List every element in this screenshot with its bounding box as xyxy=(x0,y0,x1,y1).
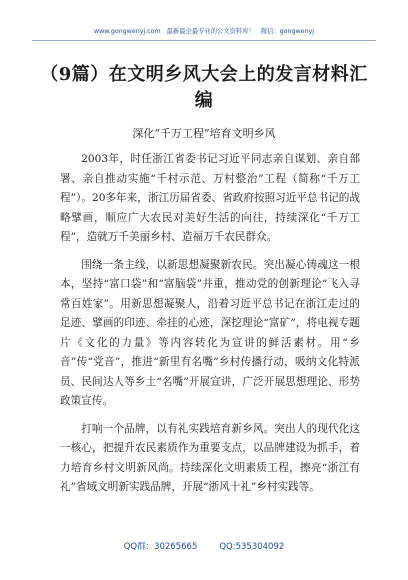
qq-contact: QQ:535304092 xyxy=(219,542,285,552)
paragraph-3: 打响一个品牌，以有礼实践培育新乡风。突出人的现代化这一核心，把提升农民素质作为重要支点，以品牌建设为抓手，着力培育乡村文明新风尚。持续深化文明素质工程，擦亮“浙江有礼”省域文明新实践品牌，开展“浙风十礼”乡村实践等。 xyxy=(60,422,360,493)
paragraph-2: 围绕一条主线，以新思想凝聚新农民。突出凝心铸魂这一根本，坚持“富口袋”和“富脑袋”并重，推动党的创新理论“飞入寻常百姓家”。用新思想凝聚人，沿着习近平总书记在浙江走过的足迹、擘画的印迹、牵挂的心迹，深挖理论“富矿”，将电视专题片《文化的力量》等内容转化为宣讲的鲜活素材。用“乡音”传“党音”，推进“新里有名嘴”乡村传播行动，吸纳文化特派员、民间达人等乡土“名嘴”开展宣讲，广泛开展思想理论、形势政策宣传。 xyxy=(60,258,360,407)
header-divider xyxy=(32,40,376,41)
site-url-link[interactable]: www.gongwenyj.com xyxy=(93,28,161,35)
wechat-contact: 微信：gongwenyj xyxy=(260,28,315,35)
site-header xyxy=(0,27,408,36)
site-slogan: 最新最全最专业的公文资料库！ xyxy=(166,28,255,35)
section-subtitle: 深化“千万工程”培育文明乡风 xyxy=(132,127,276,140)
page-footer xyxy=(0,541,408,553)
document-body xyxy=(60,150,360,506)
paragraph-1: 2003年，时任浙江省委书记习近平同志亲自谋划、亲自部署、亲自推动实施“千村示范、万村整治”工程（简称“千万工程”）。20多年来，浙江历届省委、省政府按照习近平总书记的战略擘画，顺应广大农民对美好生活的向往，持续深化“千万工程”，造就万千美丽乡村、造福万千农民群众。 xyxy=(60,153,360,243)
document-title: （9篇）在文明乡风大会上的发言材料汇编 xyxy=(40,64,368,111)
qq-group-contact: QQ群：30265665 xyxy=(123,542,198,552)
